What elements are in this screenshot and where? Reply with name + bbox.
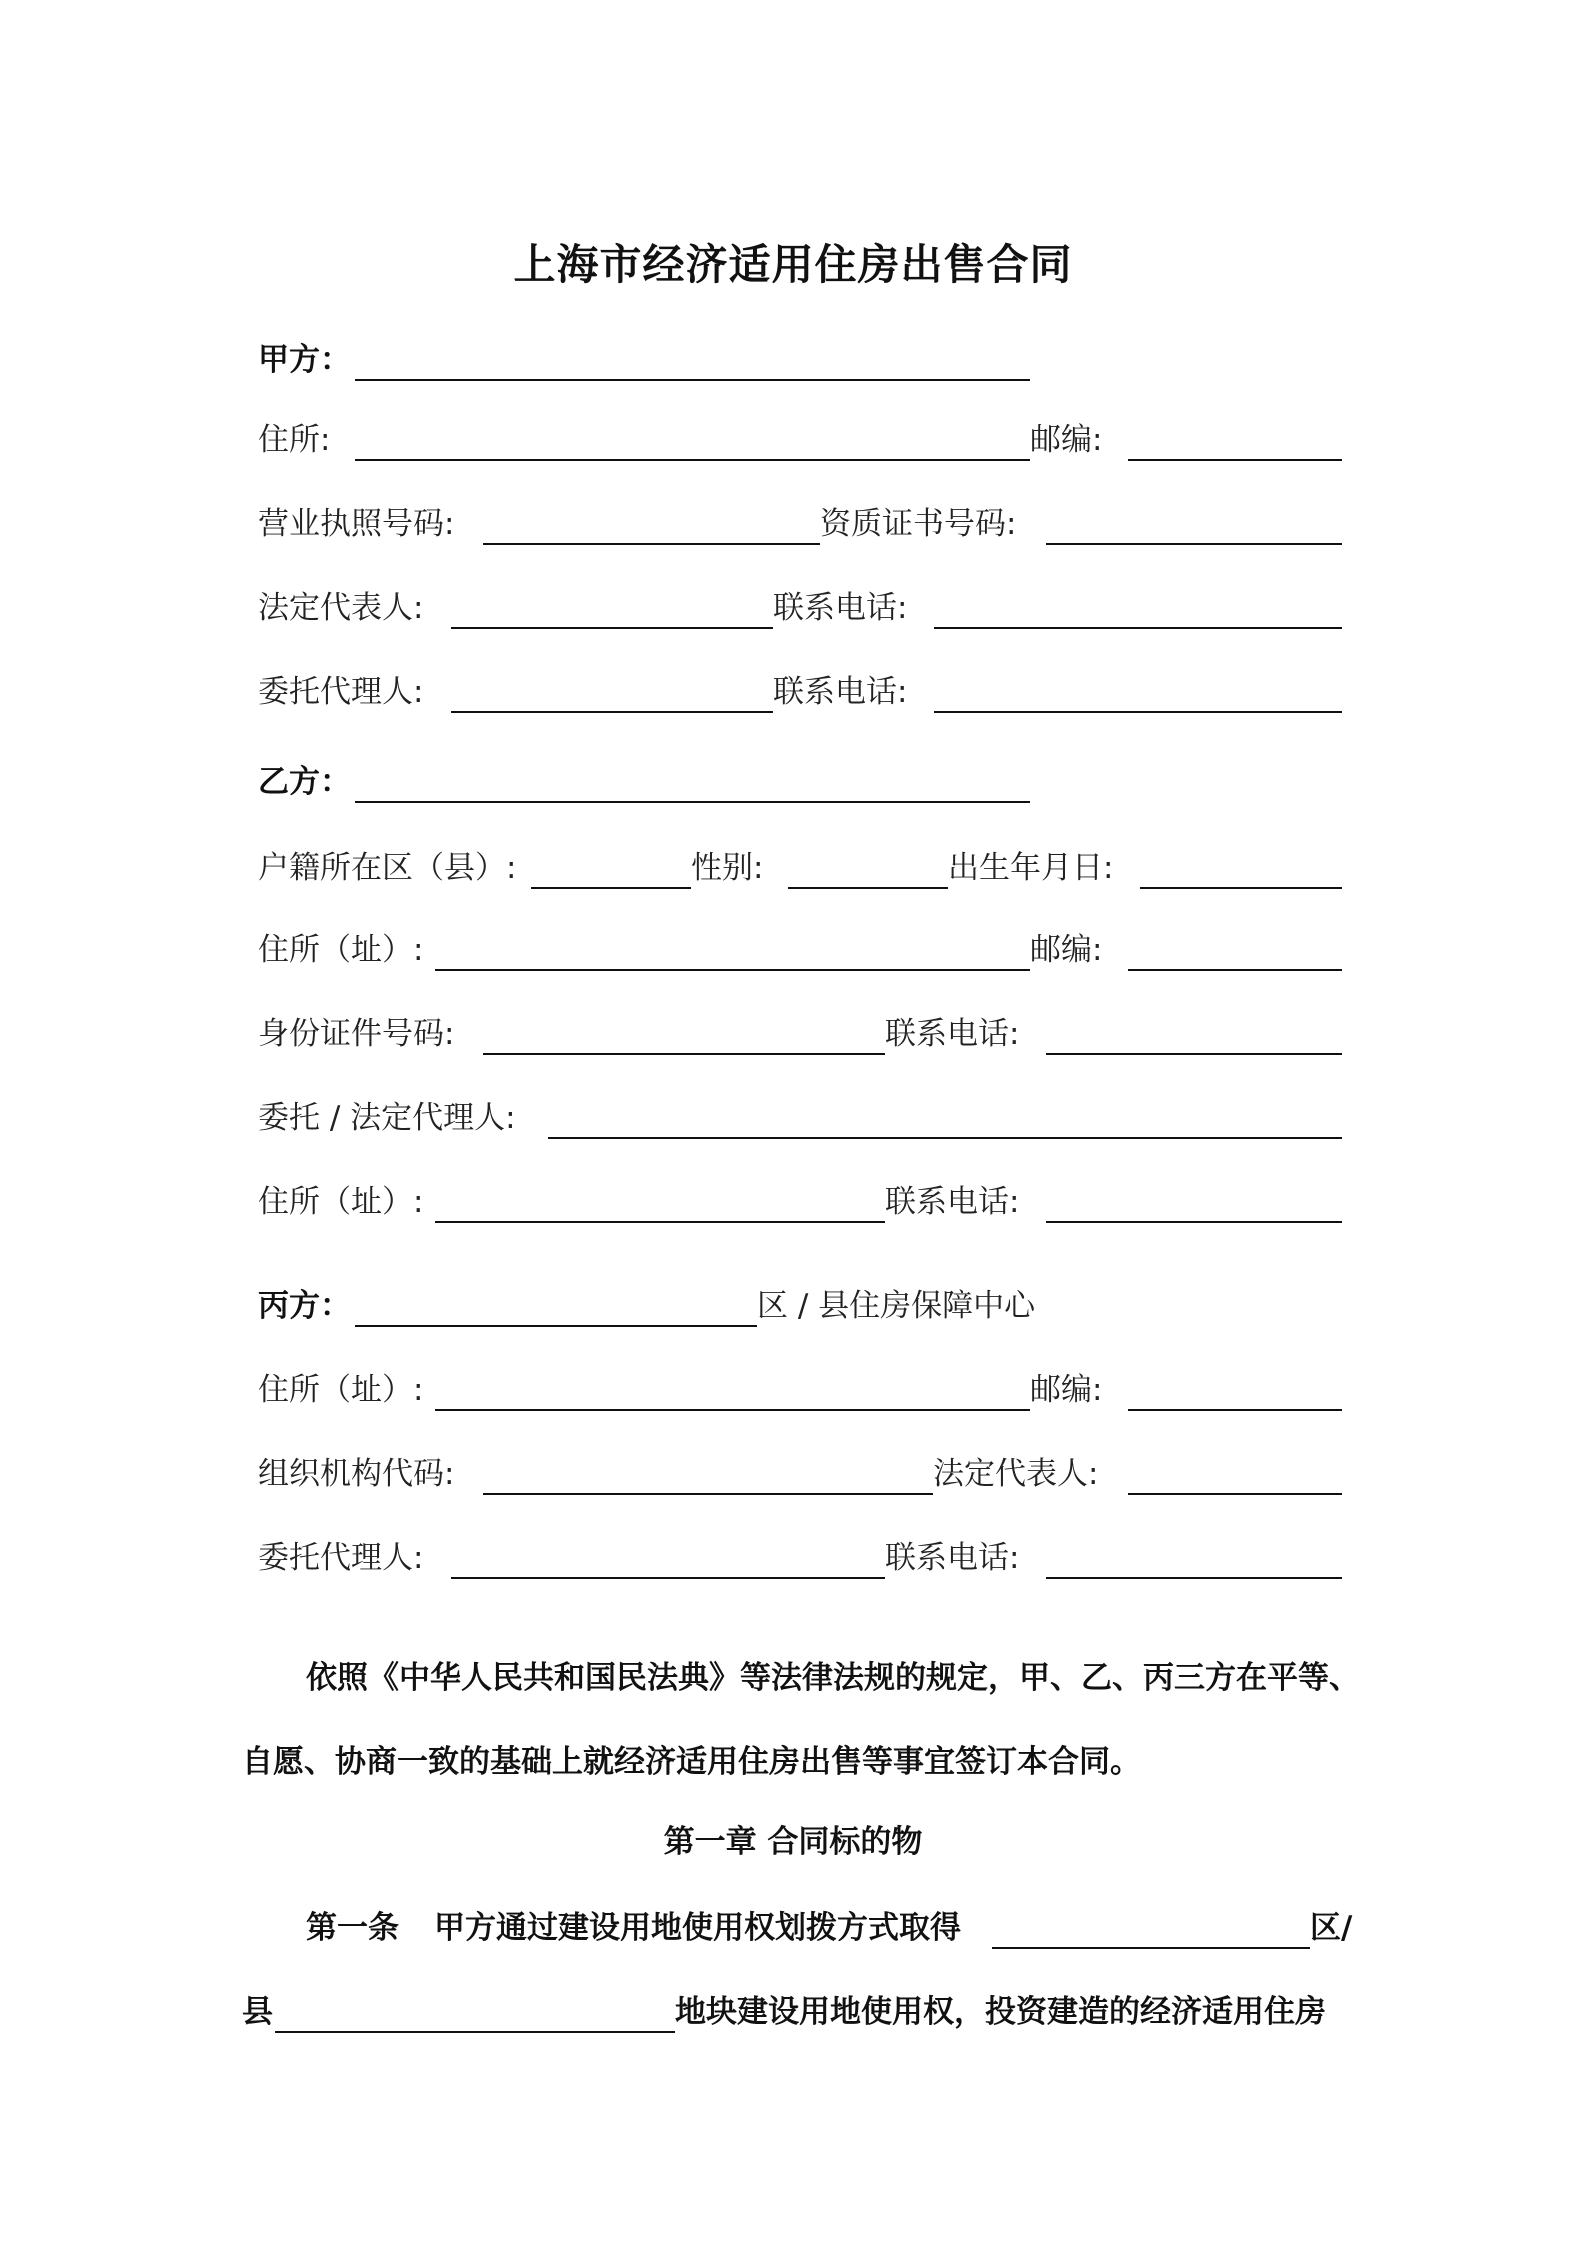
party-a-legal-rep-row (0, 586, 1586, 630)
party-c-agent-field[interactable] (451, 1577, 885, 1579)
intro-line-1: 依照《中华人民共和国民法典》等法律法规的规定，甲、乙、丙三方在平等、 (306, 1660, 1360, 1696)
article-1-line-2-text: 地块建设用地使用权，投资建造的经济适用住房 (675, 1994, 1326, 2030)
party-b-agent-phone-label: 联系电话: (885, 1184, 1020, 1220)
party-c-legal-rep-label: 法定代表人: (933, 1456, 1099, 1492)
party-c-row (0, 1284, 1586, 1328)
document-title: 上海市经济适用住房出售合同 (513, 240, 1073, 289)
party-a-postcode-label: 邮编: (1030, 422, 1103, 458)
party-b-row (0, 760, 1586, 804)
party-c-org-row (0, 1452, 1586, 1496)
party-b-agent-field[interactable] (548, 1137, 1342, 1139)
article-1-plot-field[interactable] (275, 2031, 675, 2033)
party-a-agent-field[interactable] (451, 711, 773, 713)
party-c-district-field[interactable] (355, 1325, 757, 1327)
party-c-suffix: 区 / 县住房保障中心 (757, 1288, 1036, 1324)
party-a-license-field[interactable] (483, 543, 820, 545)
party-b-phone-label: 联系电话: (885, 1016, 1020, 1052)
party-c-label: 丙方： (258, 1288, 351, 1324)
party-a-name-field[interactable] (355, 379, 1030, 381)
article-1-suffix: 区/ (1310, 1910, 1353, 1946)
party-b-agent-address-field[interactable] (435, 1221, 885, 1223)
party-b-household-row (0, 846, 1586, 890)
party-b-agent-address-row (0, 1180, 1586, 1224)
party-c-phone-label: 联系电话: (885, 1540, 1020, 1576)
party-a-postcode-field[interactable] (1128, 459, 1342, 461)
party-b-name-field[interactable] (355, 801, 1030, 803)
party-c-phone-field[interactable] (1046, 1577, 1342, 1579)
party-b-label: 乙方： (258, 764, 351, 800)
party-b-birth-label: 出生年月日: (948, 850, 1114, 886)
party-a-phone-field[interactable] (934, 627, 1342, 629)
party-a-address-label: 住所: (258, 422, 331, 458)
party-b-id-field[interactable] (483, 1053, 885, 1055)
party-b-agent-label: 委托 / 法定代理人: (258, 1100, 516, 1136)
party-b-household-field[interactable] (531, 887, 691, 889)
party-c-address-row (0, 1368, 1586, 1412)
party-b-id-row (0, 1012, 1586, 1056)
party-c-legal-rep-field[interactable] (1128, 1493, 1342, 1495)
party-b-address-field[interactable] (435, 969, 1030, 971)
party-b-id-label: 身份证件号码: (258, 1016, 455, 1052)
party-a-label: 甲方： (258, 342, 351, 378)
party-a-legal-rep-field[interactable] (451, 627, 773, 629)
party-c-address-label: 住所（址）: (258, 1372, 424, 1408)
article-1-prefix: 第一条 (306, 1910, 399, 1946)
party-b-gender-field[interactable] (788, 887, 948, 889)
article-1-line-2 (0, 1990, 1586, 2034)
article-1-county-prefix: 县 (242, 1994, 273, 2030)
party-c-postcode-field[interactable] (1128, 1409, 1342, 1411)
party-a-agent-row (0, 670, 1586, 714)
party-a-cert-field[interactable] (1046, 543, 1342, 545)
article-1-row (0, 1906, 1586, 1950)
party-b-postcode-label: 邮编: (1030, 932, 1103, 968)
party-c-org-code-label: 组织机构代码: (258, 1456, 455, 1492)
party-c-postcode-label: 邮编: (1030, 1372, 1103, 1408)
party-a-row (0, 338, 1586, 382)
party-a-cert-label: 资质证书号码: (820, 506, 1017, 542)
intro-line-2: 自愿、协商一致的基础上就经济适用住房出售等事宜签订本合同。 (242, 1744, 1141, 1780)
party-b-household-label: 户籍所在区（县）: (258, 850, 517, 886)
party-a-phone-label: 联系电话: (773, 590, 908, 626)
party-a-address-row (0, 418, 1586, 462)
party-c-agent-label: 委托代理人: (258, 1540, 424, 1576)
party-b-postcode-field[interactable] (1128, 969, 1342, 971)
article-1-district-field[interactable] (992, 1947, 1310, 1949)
party-b-gender-label: 性别: (691, 850, 764, 886)
party-b-address-row (0, 928, 1586, 972)
party-c-agent-row (0, 1536, 1586, 1580)
article-1-text: 甲方通过建设用地使用权划拨方式取得 (434, 1910, 961, 1946)
party-a-agent-label: 委托代理人: (258, 674, 424, 710)
party-b-agent-address-label: 住所（址）: (258, 1184, 424, 1220)
party-c-org-code-field[interactable] (483, 1493, 933, 1495)
party-b-agent-phone-field[interactable] (1046, 1221, 1342, 1223)
party-a-agent-phone-label: 联系电话: (773, 674, 908, 710)
party-a-address-field[interactable] (355, 459, 1030, 461)
party-a-agent-phone-field[interactable] (934, 711, 1342, 713)
party-b-birth-field[interactable] (1140, 887, 1342, 889)
party-b-phone-field[interactable] (1046, 1053, 1342, 1055)
party-a-legal-rep-label: 法定代表人: (258, 590, 424, 626)
chapter-1-heading: 第一章 合同标的物 (663, 1824, 923, 1860)
party-c-address-field[interactable] (435, 1409, 1030, 1411)
party-a-license-label: 营业执照号码: (258, 506, 455, 542)
party-b-agent-row (0, 1096, 1586, 1140)
party-b-address-label: 住所（址）: (258, 932, 424, 968)
party-a-license-row (0, 502, 1586, 546)
